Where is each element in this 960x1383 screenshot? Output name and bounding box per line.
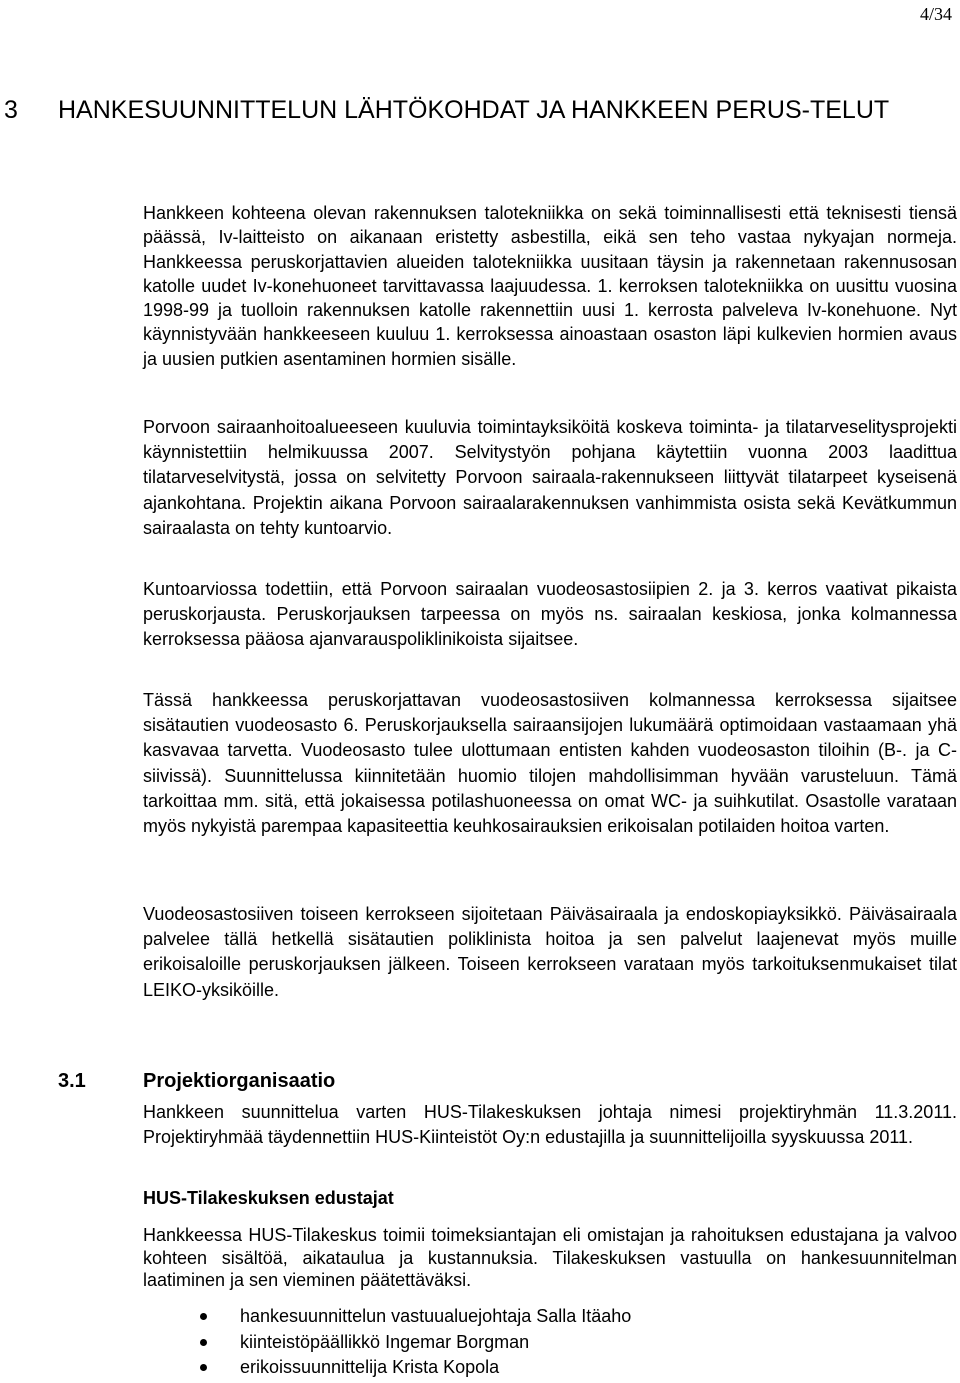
bullet-icon [200, 1339, 207, 1346]
chapter-heading [4, 94, 954, 127]
list-item-text: hankesuunnittelun vastuualuejohtaja Salla Itäaho [240, 1306, 632, 1326]
section-heading [58, 1068, 335, 1094]
section-title: Projektiorganisaatio [143, 1070, 336, 1092]
subtext-block [143, 1224, 957, 1292]
subtext: Hankkeessa HUS-Tilakeskus toimii toimeksiantajan eli omistajan ja rahoituksen edustajana ja valvoo kohteen sisältöä, aikataulua ja kustannuksia. Tilakeskuksen vastuulla on hankesuunnitelman laatiminen ja sen vieminen päätettäväksi. [143, 1225, 957, 1291]
paragraph: Tässä hankkeessa peruskorjattavan vuodeosastosiiven kolmannessa kerroksessa sijaitsee sisätautien vuodeosasto 6. Peruskorjauksella sairaansijojen lukumäärä optimoidaan vastaamaan yhä kasvavaa tarvetta. Vuodeosasto tulee ulottumaan entisten kahden vuodeosaston tiloihin (B-. ja C-siivissä). Suunnittelussa kiinnitetään huomio tilojen mahdollisimman hyvään varusteluun. Tämä tarkoittaa mm. sitä, että jokaisessa potilashuoneessa on omat WC- ja suihkutilat. Osastolle varataan myös nykyistä parempaa kapasiteettia keuhkosairauksien erikoisalan potilaiden hoitoa varten. [143, 690, 957, 837]
paragraph-block-3 [143, 577, 957, 653]
paragraph-block-1 [143, 201, 957, 371]
subheading: HUS-Tilakeskuksen edustajat [143, 1188, 394, 1208]
chapter-title: HANKESUUNNITTELUN LÄHTÖKOHDAT JA HANKKEEN PERUS-TELUT [58, 96, 890, 124]
list-item [200, 1330, 631, 1356]
bullet-icon [200, 1313, 207, 1320]
paragraph-block-4 [143, 688, 957, 839]
paragraph: Vuodeosastosiiven toiseen kerrokseen sijoitetaan Päiväsairaala ja endoskopiayksikkö. Päiväsairaala palvelee tällä hetkellä sisätautien poliklinista hoitoa ja sen palvelut laajenevat myös muille erikoisaloille peruskorjauksen jälkeen. Toiseen kerrokseen varataan myös tarkoituksenmukaiset tilat LEIKO-yksiköille. [143, 904, 957, 1000]
subheading-block [143, 1186, 957, 1210]
section-intro-block [143, 1100, 957, 1150]
list-item-text: kiinteistöpäällikkö Ingemar Borgman [240, 1331, 530, 1352]
paragraph-block-2 [143, 415, 957, 541]
paragraph: Porvoon sairaanhoitoalueeseen kuuluvia toimintayksiköitä koskeva toiminta- ja tilatarveselitysprojekti käynnistettiin helmikuussa 2007. Selvitystyön pohjana käytettiin vuonna 2003 laadittua tilatarveselvitystä, jossa on selvitetty Porvoon sairaala-rakennukseen liittyvät tilatarpeet kyseisenä ajankohtana. Projektin aikana Porvoon sairaalarakennuksen vanhimmista osista sekä Kevätkummun sairaalasta on tehty kuntoarvio. [143, 417, 957, 538]
page-number: 4/34 [919, 4, 952, 24]
representative-list [200, 1304, 631, 1381]
paragraph-block-5 [143, 902, 957, 1003]
bullet-icon [200, 1364, 207, 1371]
list-item [200, 1304, 631, 1330]
paragraph: Kuntoarviossa todettiin, että Porvoon sairaalan vuodeosastosiipien 2. ja 3. kerros vaativat pikaista peruskorjausta. Peruskorjauksen tarpeessa on myös ns. sairaalan keskiosa, jonka kolmannessa kerroksessa pääosa ajanvarauspoliklinikoista sijaitsee. [143, 579, 957, 650]
chapter-number: 3 [4, 96, 18, 124]
section-number: 3.1 [58, 1070, 86, 1092]
list-item [200, 1355, 631, 1381]
section-intro: Hankkeen suunnittelua varten HUS-Tilakeskuksen johtaja nimesi projektiryhmän 11.3.2011. Projektiryhmää täydennettiin HUS-Kiinteistöt Oy:n edustajilla ja suunnittelijoilla syyskuussa 2011. [143, 1102, 957, 1148]
list-item-text: erikoissuunnittelija Krista Kopola [240, 1357, 500, 1378]
paragraph: Hankkeen kohteena olevan rakennuksen talotekniikka on sekä toiminnallisesti että teknisesti tiensä päässä, Iv-laitteisto on aikanaan eristetty asbestilla, eikä sen teho vastaa nykyajan normeja. Hankkeessa peruskorjattavien alueiden talotekniikka uusitaan täysin ja rakennetaan rakennusosan katolle uudet Iv-konehuoneet tarvittavassa laajuudessa. 1. kerroksen talotekniikka on uusittu vuosina 1998-99 ja tuolloin rakennuksen katolle rakennettiin uusi 1. kerrosta palveleva Iv-konehuone. Nyt käynnistyvään hankkeeseen kuuluu 1. kerroksessa ainoastaan osaston läpi kulkevien hormien avaus ja uusien putkien asentaminen hormien sisälle. [143, 203, 957, 369]
